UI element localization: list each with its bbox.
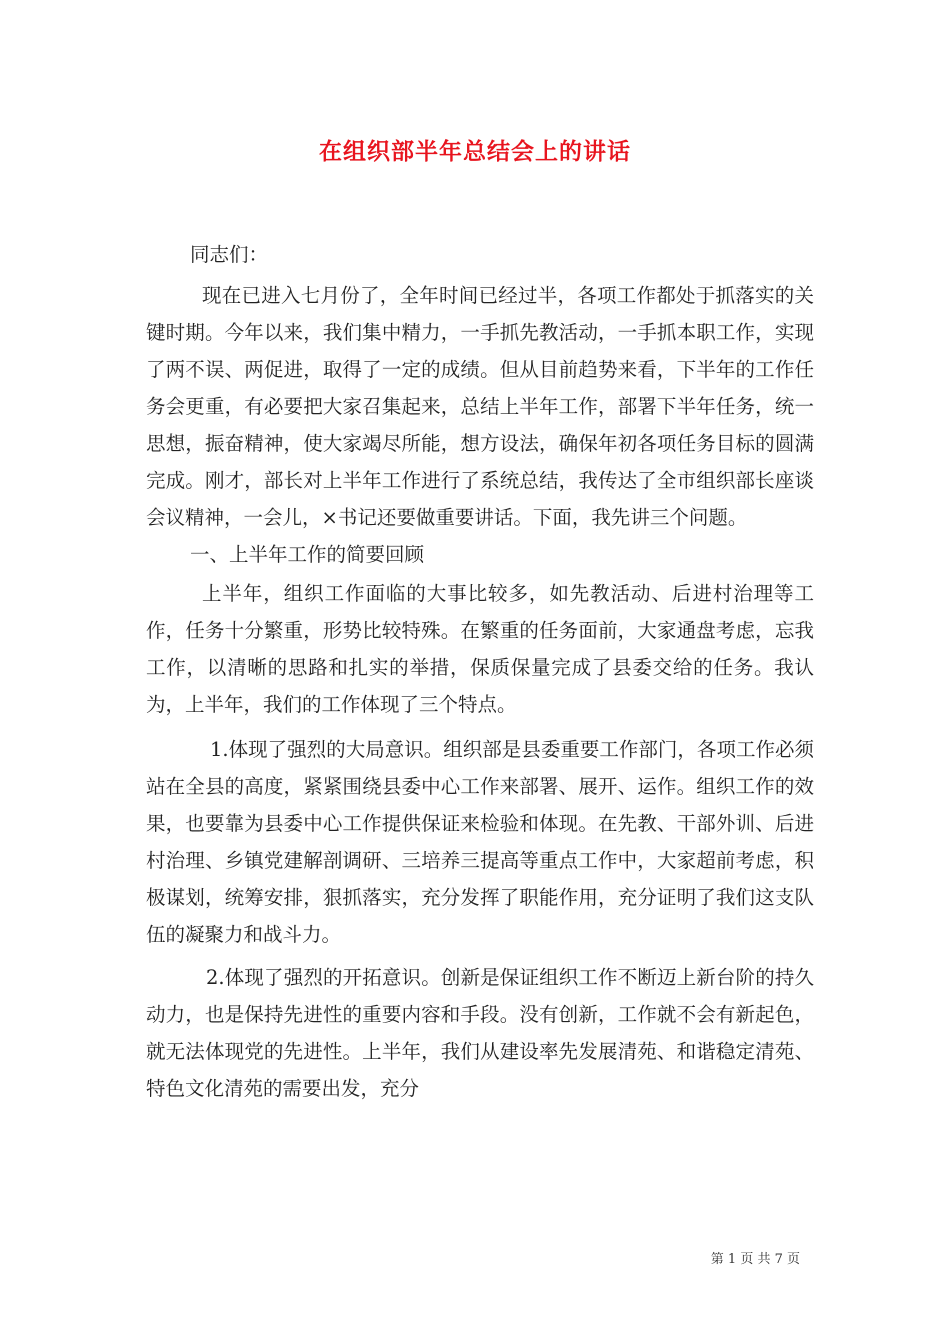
page-number-footer: 第 1 页 共 7 页 [710, 1252, 800, 1267]
paragraph-intro: 现在已进入七月份了，全年时间已经过半，各项工作都处于抓落实的关键时期。今年以来，我们集中精力，一手抓先教活动，一手抓本职工作，实现了两不误、两促进，取得了一定的成绩。但从目前趋势来看，下半年的工作任务会更重，有必要把大家召集起来，总结上半年工作，部署下半年任务，统一思想，振奋精神，使大家竭尽所能，想方设法，确保年初各项任务目标的圆满完成。刚才，部长对上半年工作进行了系统总结，我传达了全市组织部长座谈会议精神，一会儿，×书记还要做重要讲话。下面，我先讲三个问题。 [146, 284, 814, 529]
salutation: 同志们： [190, 243, 269, 266]
section-heading-1: 一、上半年工作的简要回顾 [190, 543, 425, 566]
page-title: 在组织部半年总结会上的讲话 [319, 138, 631, 165]
paragraph-point-2: 2.体现了强烈的开拓意识。创新是保证组织工作不断迈上新台阶的持久动力，也是保持先进性的重要内容和手段。没有创新，工作就不会有新起色，就无法体现党的先进性。上半年，我们从建设率先发展清苑、和谐稳定清苑、特色文化清苑的需要出发，充分 [146, 966, 814, 1100]
paragraph-review: 上半年，组织工作面临的大事比较多，如先教活动、后进村治理等工作，任务十分繁重，形势比较特殊。在繁重的任务面前，大家通盘考虑，忘我工作，以清晰的思路和扎实的举措，保质保量完成了县委交给的任务。我认为，上半年，我们的工作体现了三个特点。 [146, 582, 814, 716]
document-body [146, 236, 814, 1107]
paragraph-point-1: 1.体现了强烈的大局意识。组织部是县委重要工作部门，各项工作必须站在全县的高度，紧紧围绕县委中心工作来部署、展开、运作。组织工作的效果，也要靠为县委中心工作提供保证来检验和体现。在先教、干部外训、后进村治理、乡镇党建解剖调研、三培养三提高等重点工作中，大家超前考虑，积极谋划，统筹安排，狠抓落实，充分发挥了职能作用，充分证明了我们这支队伍的凝聚力和战斗力。 [146, 738, 814, 946]
